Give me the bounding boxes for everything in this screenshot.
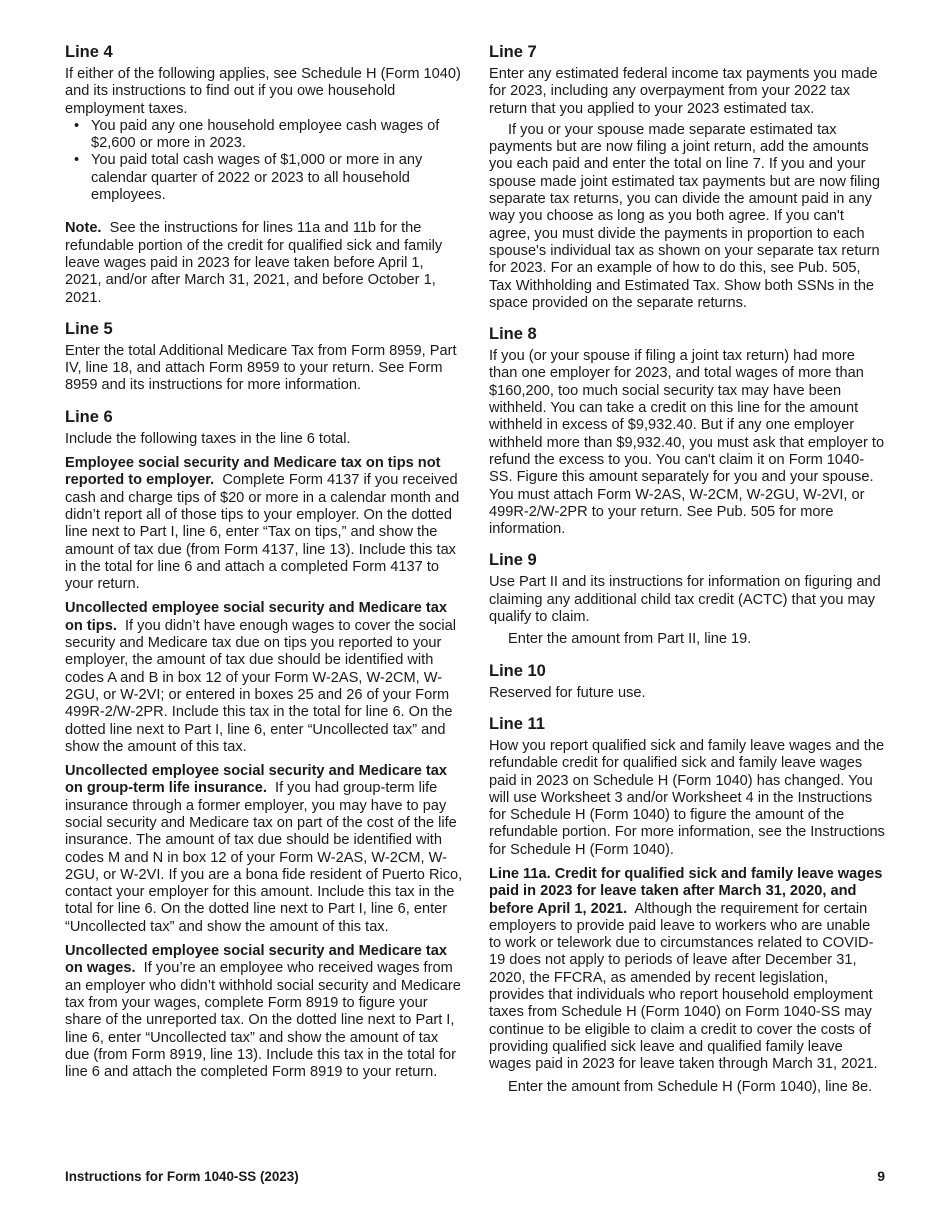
line-11-section xyxy=(489,714,885,1096)
line-9-section xyxy=(489,550,885,648)
line-10-text: Reserved for future use. xyxy=(489,684,646,701)
line-4-heading: Line 4 xyxy=(65,43,113,61)
line-10-section xyxy=(489,661,885,702)
list-item: • You paid total cash wages of $1,000 or more in any calendar quarter of 2022 or 2023 to all household employees. xyxy=(74,152,423,204)
left-column xyxy=(65,42,463,1081)
line-6-intro: Include the following taxes in the line 6 total. xyxy=(65,430,351,447)
line-4-note xyxy=(65,220,463,306)
uncollected-tips-paragraph: Uncollected employee social security and Medicare tax on tips. If you didn’t have enough wages to cover the social security and Medicare tax due on tips you reported to your employer, the amount of tax due should be identified with codes A and B in box 12 of your Form W-2AS, W-2CM, W-2GU, or W-2VI; or entered in boxes 25 and 26 of your Form 499R-2/W-2PR. Include this tax in the total for line 6. On the dotted line next to Part I, line 6, enter “Uncollected tax” and show the amount of this tax. xyxy=(65,600,457,755)
line-9-heading: Line 9 xyxy=(489,551,537,570)
page-number: 9 xyxy=(877,1168,885,1184)
list-item: • You paid any one household employee cash wages of $2,600 or more in 2023. xyxy=(74,117,440,152)
line-11-text: How you report qualified sick and family leave wages and the refundable credit for qualified sick and family leave wages paid in 2023 on Schedule H (Form 1040) has changed. You will use Worksheet 3 and/or Worksheet 4 in the Instructions for Schedule H (Form 1040) to figure the amount of the refundable portion. For more information, see the Instructions for Schedule H (Form 1040). xyxy=(489,737,885,858)
wages-label: Uncollected employee social security and Medicare tax on wages. xyxy=(65,943,448,977)
line-4-section xyxy=(65,42,463,307)
line-5-heading: Line 5 xyxy=(65,319,113,338)
line-11-heading: Line 11 xyxy=(489,714,545,733)
tips-label: Employee social security and Medicare tax on tips not reported to employer. xyxy=(65,455,441,489)
line-8-text: If you (or your spouse if filing a joint tax return) had more than one employer for 2023, and total wages of more than $160,200, too much social security tax may have been withheld. You can take a credit on this line for the amount withheld in excess of $9,932.40. But if any one employer withheld more than $9,932.40, you must ask that employer to refund the excess to you. You can't claim it on Form 1040-SS. Figure this amount separately for you and your spouse. You must attach Form W-2AS, W-2CM, W-2GU, W-2VI, or 499R-2/W-2PR to your return. See Pub. 505 for more information. xyxy=(489,348,885,538)
line-6-section xyxy=(65,407,463,1082)
right-column xyxy=(489,42,885,1096)
line-11a-enter: Enter the amount from Schedule H (Form 1040), line 8e. xyxy=(508,1078,873,1095)
note-label: Note. xyxy=(65,220,102,237)
bullet-icon: • xyxy=(74,152,80,169)
line-5-text: Enter the total Additional Medicare Tax from Form 8959, Part IV, line 18, and attach Form 8959 to your return. See Form 8959 and its instructions for more information. xyxy=(65,342,457,394)
uncollected-tips-label: Uncollected employee social security and Medicare tax on tips. xyxy=(65,600,448,634)
tips-paragraph: Employee social security and Medicare tax on tips not reported to employer. Complete Form 4137 if you received cash and charge tips of $20 or more in a calendar month and didn’t report all of those tips to your employer. On the dotted line next to Part I, line 6, enter “Tax on tips,” and show the amount of tax due (from Form 4137, line 13). Include this tax in the total for line 6 and attach a completed Form 4137 to your return. xyxy=(65,455,460,593)
line-9-p1: Use Part II and its instructions for information on figuring and claiming any additional child tax credit (ACTC) that you may qualify to claim. xyxy=(489,574,881,626)
line-4-bullet-list xyxy=(65,118,463,204)
footer-title: Instructions for Form 1040-SS (2023) xyxy=(65,1169,299,1184)
line-6-heading: Line 6 xyxy=(65,407,113,426)
line-7-p1: Enter any estimated federal income tax payments you made for 2023, including any overpayment from your 2022 tax return that you applied to your 2023 estimated tax. xyxy=(489,66,878,117)
line-9-p2: Enter the amount from Part II, line 19. xyxy=(508,631,752,648)
line-8-section xyxy=(489,324,885,538)
line-11a-label: Line 11a. Credit for qualified sick and family leave wages paid in 2023 for leave taken after March 31, 2020, and before April 1, 2021. xyxy=(489,865,883,917)
bullet-icon: • xyxy=(74,117,80,134)
line-11a-paragraph: Line 11a. Credit for qualified sick and family leave wages paid in 2023 for leave taken after March 31, 2020, and before April 1, 2021. Although the requirement for certain employers to provide paid leave to workers who are unable to work or telework due to circumstances related to COVID-19 does not apply to periods of leave after December 31, 2020, the FFCRA, as amended by recent legislation, provides that individuals who report household employment taxes from Schedule H (Form 1040) on Form 1040-SS may continue to be eligible to claim a credit to cover the costs of providing qualified sick leave and qualified family leave wages paid in 2023 for leave taken through March 31, 2021. xyxy=(489,865,883,1073)
line-7-section xyxy=(489,42,885,312)
line-8-heading: Line 8 xyxy=(489,325,537,344)
group-term-label: Uncollected employee social security and Medicare tax on group-term life insurance. xyxy=(65,763,448,797)
note-text: See the instructions for lines 11a and 11b for the refundable portion of the credit for qualified sick and family leave wages paid in 2023 for leave taken before April 1, 2021, and/or after March 31, 2021, and before October 1, 2021. xyxy=(65,220,443,306)
line-10-heading: Line 10 xyxy=(489,661,546,680)
line-5-section xyxy=(65,319,463,395)
wages-paragraph: Uncollected employee social security and Medicare tax on wages. If you’re an employee who received wages from an employer who didn’t withhold social security and Medicare tax from your wages, complete Form 8919 to figure your share of the unreported tax. On the dotted line next to Part I, line 6, enter “Uncollected tax” and show the amount of tax due (from Form 8919, line 13). Include this tax in the total for line 6 and attach the completed Form 8919 to your return. xyxy=(65,943,461,1081)
group-term-paragraph: Uncollected employee social security and Medicare tax on group-term life insurance. If you had group-term life insurance through a former employer, you may have to pay social security and Medicare tax on part of the cost of the life insurance. The amount of tax due should be identified with codes M and N in box 12 of your Form W-2AS, W-2CM, W-2GU, or W-2VI. If you are a bona fide resident of Puerto Rico, contact your employer for this amount. Include this tax in the total for line 6. On the dotted line next to Part I, line 6, enter “Uncollected tax” and show the amount of this tax. xyxy=(65,763,463,935)
line-7-heading: Line 7 xyxy=(489,43,537,61)
line-7-p2: If you or your spouse made separate estimated tax payments but are now filing a joint return, add the amounts you each paid and enter the total on line 7. If you and your spouse made joint estimated tax payments but are now filing separate tax returns, you can divide the amount paid in any way you choose as long as you both agree. If you can't agree, you must divide the payments in proportion to each spouse's individual tax as shown on your separate tax return for 2023. For an example of how to do this, see Pub. 505, Tax Withholding and Estimated Tax. Show both SSNs in the space provided on the separate returns. xyxy=(489,121,881,311)
line-4-intro: If either of the following applies, see Schedule H (Form 1040) and its instructions to find out if you owe household employment taxes. xyxy=(65,66,461,117)
